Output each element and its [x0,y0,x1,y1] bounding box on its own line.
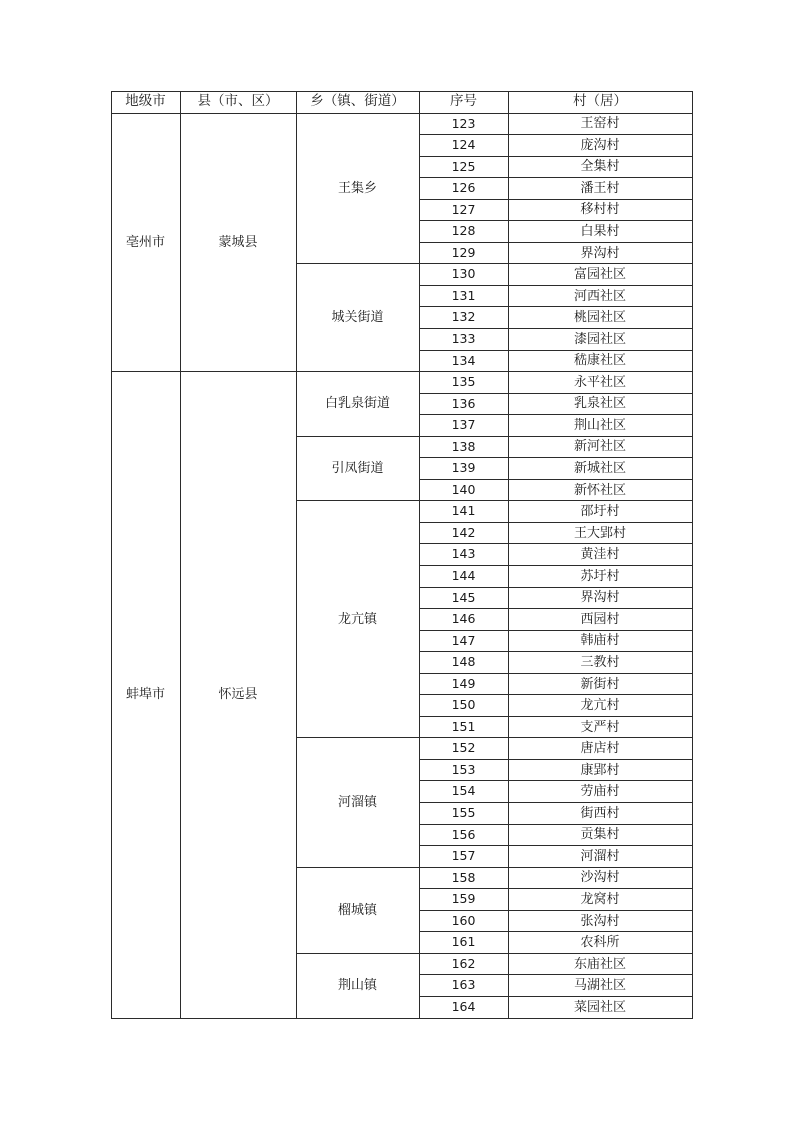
row-rule [419,737,693,738]
seq-cell: 123 [451,115,476,131]
village-cell: 韩庙村 [580,633,620,649]
row-rule [419,543,693,544]
seq-cell: 125 [451,158,476,174]
row-rule [419,608,693,609]
seq-cell: 138 [451,438,476,454]
seq-cell: 140 [451,481,476,497]
seq-cell: 164 [451,998,476,1014]
row-rule [419,371,693,372]
village-cell: 康郢村 [580,762,620,778]
seq-cell: 126 [451,180,476,196]
township-rule [296,500,420,501]
seq-cell: 151 [451,718,476,734]
seq-cell: 136 [451,395,476,411]
seq-cell: 158 [451,869,476,885]
township-rule [296,737,420,738]
township-rule [296,436,420,437]
row-rule [419,522,693,523]
village-cell: 苏圩村 [580,568,620,584]
seq-cell: 156 [451,826,476,842]
row-rule [419,263,693,264]
row-rule [419,177,693,178]
county-rule [180,371,297,372]
village-cell: 沙沟村 [580,870,620,886]
row-rule [419,306,693,307]
village-cell: 唐店村 [580,741,620,757]
row-rule [419,285,693,286]
row-rule [419,414,693,415]
row-rule [419,931,693,932]
row-rule [419,457,693,458]
row-rule [419,156,693,157]
row-rule [419,565,693,566]
seq-cell: 162 [451,955,476,971]
seq-cell: 137 [451,417,476,433]
village-cell: 街西村 [580,805,620,821]
village-cell: 河西社区 [573,288,626,304]
seq-cell: 147 [451,632,476,648]
seq-cell: 127 [451,201,476,217]
village-cell: 王大郢村 [573,525,626,541]
township-cell: 龙亢镇 [337,611,377,627]
header-township: 乡（镇、街道） [310,93,405,110]
seq-cell: 139 [451,460,476,476]
village-cell: 劳庙村 [580,784,620,800]
row-rule [419,694,693,695]
seq-cell: 153 [451,761,476,777]
village-cell: 菜园社区 [573,999,626,1015]
township-cell: 河溜镇 [337,795,377,811]
village-cell: 白果村 [580,224,620,239]
village-cell: 庞沟村 [580,137,620,153]
city-rule [111,371,181,372]
header-city: 地级市 [125,93,166,110]
seq-cell: 131 [451,287,476,303]
row-rule [419,651,693,652]
seq-cell: 129 [451,244,476,260]
seq-cell: 144 [451,568,476,584]
row-rule [419,845,693,846]
seq-cell: 159 [451,891,476,907]
township-rule [296,263,420,264]
village-cell: 黄洼村 [580,547,620,563]
row-rule [419,220,693,221]
village-cell: 界沟村 [580,590,620,606]
row-rule [419,716,693,717]
village-cell: 潘王村 [580,180,620,196]
row-rule [419,436,693,437]
township-cell: 王集乡 [337,180,377,196]
row-rule [419,393,693,394]
village-cell: 农科所 [580,935,620,951]
county-cell: 怀远县 [218,687,258,703]
row-rule [419,630,693,631]
seq-cell: 130 [451,266,476,282]
village-cell: 马湖社区 [573,978,626,994]
village-cell: 嵇康社区 [573,353,626,369]
row-rule [419,479,693,480]
seq-cell: 143 [451,546,476,562]
village-cell: 龙亢村 [580,698,620,714]
seq-cell: 160 [451,912,476,928]
seq-cell: 124 [451,137,476,153]
village-cell: 王窑村 [580,116,620,132]
village-cell: 西园村 [580,611,620,627]
village-cell: 漆园社区 [573,331,626,347]
seq-cell: 154 [451,783,476,799]
seq-cell: 157 [451,848,476,864]
village-cell: 新城社区 [573,461,626,477]
village-cell: 龙窝村 [580,891,620,907]
village-cell: 三教村 [580,654,620,670]
row-rule [419,350,693,351]
row-rule [419,199,693,200]
village-cell: 荆山社区 [573,417,626,433]
seq-cell: 155 [451,805,476,821]
seq-cell: 146 [451,611,476,627]
row-rule [419,587,693,588]
row-rule [419,910,693,911]
row-rule [419,780,693,781]
row-rule [419,134,693,135]
village-cell: 界沟村 [580,245,620,261]
row-rule [419,953,693,954]
row-rule [419,242,693,243]
row-rule [419,824,693,825]
seq-cell: 142 [451,524,476,540]
seq-cell: 148 [451,654,476,670]
village-cell: 东庙社区 [573,956,626,972]
village-cell: 张沟村 [580,913,620,929]
row-rule [419,328,693,329]
village-cell: 永平社区 [573,374,626,390]
row-rule [419,759,693,760]
row-rule [419,867,693,868]
row-rule [419,996,693,997]
township-rule [296,371,420,372]
village-cell: 新街村 [580,676,620,692]
seq-cell: 135 [451,374,476,390]
township-cell: 城关街道 [331,310,384,326]
village-cell: 新河社区 [573,439,626,455]
seq-cell: 163 [451,977,476,993]
row-rule [419,974,693,975]
seq-cell: 145 [451,589,476,605]
township-cell: 荆山镇 [337,978,377,994]
village-cell: 移村村 [580,202,620,218]
header-seq: 序号 [450,93,477,110]
village-cell: 支严村 [580,719,620,735]
village-cell: 乳泉社区 [573,396,626,412]
row-rule [419,673,693,674]
village-cell: 富园社区 [573,267,626,283]
village-cell: 全集村 [580,159,620,175]
row-rule [419,802,693,803]
row-rule [419,888,693,889]
seq-cell: 152 [451,740,476,756]
seq-cell: 133 [451,330,476,346]
township-cell: 引凤街道 [331,461,384,477]
seq-cell: 134 [451,352,476,368]
city-cell: 蚌埠市 [125,687,165,703]
village-cell: 河溜村 [580,848,620,864]
header-county: 县（市、区） [197,93,279,110]
header-village: 村（居） [573,93,627,110]
seq-cell: 161 [451,934,476,950]
village-cell: 邵圩村 [580,504,620,520]
village-cell: 桃园社区 [573,310,626,326]
seq-cell: 141 [451,503,476,519]
township-rule [296,953,420,954]
row-rule [419,500,693,501]
city-cell: 亳州市 [125,234,165,250]
seq-cell: 149 [451,675,476,691]
village-cell: 贡集村 [580,827,620,843]
county-cell: 蒙城县 [218,234,258,250]
seq-cell: 150 [451,697,476,713]
township-cell: 白乳泉街道 [324,396,390,412]
village-cell: 新怀社区 [573,482,626,498]
seq-cell: 132 [451,309,476,325]
seq-cell: 128 [451,223,476,239]
township-rule [296,867,420,868]
table-top-border [111,91,693,92]
township-cell: 榴城镇 [337,902,377,918]
